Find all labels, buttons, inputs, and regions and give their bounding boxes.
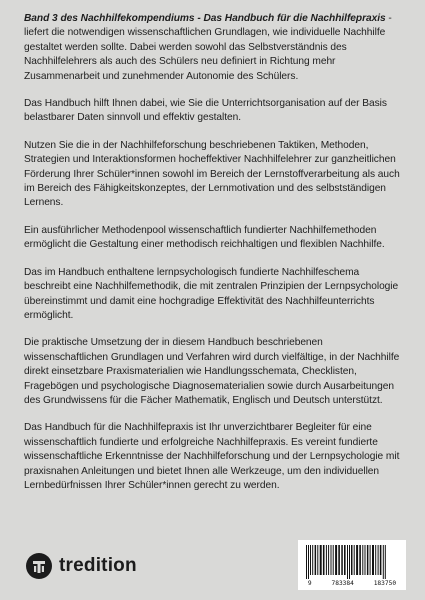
blurb-paragraph-7: Das Handbuch für die Nachhilfepraxis ist Ihr unverzichtbarer Begleiter für eine wissenschaftlich fundierte und erfolgreiche Nachhilfepraxis. Es vereint fundierte wissenschaftliche Erkenntnisse der Nachhilfeforschung und der Lernpsychologie mit praxisnahen Anleitungen und bietet Ihnen alle Werkzeuge, um den individuellen Lernbedürfnissen Ihrer Schüler*innen gerecht zu werden. — [24, 422, 400, 491]
barcode-bar — [310, 545, 311, 575]
barcode-bar — [335, 545, 337, 575]
paragraph-text: - liefert die notwendigen wissenschaftlichen Grundlagen, wie individuelle Nachhilfe gestaltet werden sollte. Dabei werden sowohl das Selbstverständnis des Nachhilfelehrers als auch des Schülers neu definiert in Richtung mehr Zusammenarbeit und zunehmender Autonomie des Schülers. — [24, 13, 392, 82]
barcode-bar — [354, 545, 355, 575]
barcode-bar — [306, 545, 307, 579]
barcode-bars — [304, 545, 400, 579]
blurb-paragraph-6: Die praktische Umsetzung der in diesem Handbuch beschriebenen wissenschaftlichen Grundlagen und Verfahren wird durch vielfältige, in der Nachhilfe direkt einsetzbare Praxismaterialien wie Handlungsschemata, Checklisten, Fragebögen und psychologische Diagnosematerialien sowie durch Ausarbeitungen des Grundwissens für die Fächer Mathematik, Englisch und Deutsch unterstützt. — [24, 337, 400, 406]
barcode-bar — [326, 545, 327, 575]
blurb-paragraph-1 — [24, 12, 406, 84]
barcode-bar — [333, 545, 334, 575]
barcode-bar — [338, 545, 340, 575]
barcode-bar — [328, 545, 329, 575]
barcode-digit-group-1: 9 — [307, 580, 312, 587]
barcode-bar — [344, 545, 346, 575]
barcode-bar — [341, 545, 343, 575]
series-title-lead: Band 3 des Nachhilfekompendiums - Das Handbuch für die Nachhilfepraxis — [24, 13, 386, 24]
barcode-bar — [323, 545, 325, 575]
barcode-bar — [365, 545, 366, 575]
barcode-bar — [378, 545, 379, 575]
barcode-bar — [372, 545, 374, 575]
barcode-digit-group-3: 183750 — [373, 580, 397, 587]
barcode-bar — [317, 545, 318, 575]
barcode-bar — [308, 545, 309, 579]
barcode-bar — [359, 545, 361, 575]
barcode-bar — [367, 545, 369, 575]
blurb-text — [24, 12, 406, 506]
barcode-bar — [385, 545, 386, 579]
barcode-bar — [370, 545, 371, 575]
publisher-logo — [26, 553, 137, 579]
barcode-bar — [362, 545, 363, 575]
blurb-paragraph-3: Nutzen Sie die in der Nachhilfeforschung beschriebenen Taktiken, Methoden, Strategien und Interaktionsformen hocheffektiver Nachhilfelehrer zur ganzheitlichen Förderung Ihrer Schüler*innen sowohl im Bereich der Lernstoffverarbeitung als auch im Bereich des Fähigkeitskonzeptes, der Lernmotivation und des selbstständigen Lernens. — [24, 139, 400, 209]
barcode-bar — [320, 545, 322, 575]
barcode-bar — [347, 545, 348, 579]
tredition-logo-icon — [26, 553, 52, 579]
blurb-paragraph-2: Das Handbuch hilft Ihnen dabei, wie Sie die Unterrichtsorganisation auf der Basis belastbarer Daten sinnvoll und effektiv gestalten. — [24, 98, 387, 124]
blurb-paragraph-5: Das im Handbuch enthaltene lernpsychologisch fundierte Nachhilfeschema beschreibt eine Nachhilfemethodik, die mit zentralen Prinzipien der Lernpsychologie übereinstimmt und damit eine hochgradige Effektivität des Nachhilfeunterrichts ermöglicht. — [24, 266, 399, 321]
barcode-bar — [315, 545, 317, 575]
barcode-bar — [312, 545, 313, 575]
publisher-name: tredition — [59, 555, 137, 576]
isbn-barcode — [298, 540, 406, 590]
barcode-bar — [375, 545, 376, 575]
barcode-bar — [383, 545, 384, 579]
barcode-bar — [331, 545, 332, 575]
barcode-bar — [349, 545, 350, 579]
barcode-digits — [298, 580, 406, 587]
blurb-paragraph-4: Ein ausführlicher Methodenpool wissenschaftlich fundierter Nachhilfemethoden ermöglicht die Gestaltung einer methodisch reichhaltigen und flexiblen Nachhilfe. — [24, 224, 385, 251]
barcode-digit-group-2: 783384 — [331, 580, 354, 587]
barcode-bar — [356, 545, 358, 575]
barcode-bar — [380, 545, 382, 575]
barcode-bar — [351, 545, 353, 575]
